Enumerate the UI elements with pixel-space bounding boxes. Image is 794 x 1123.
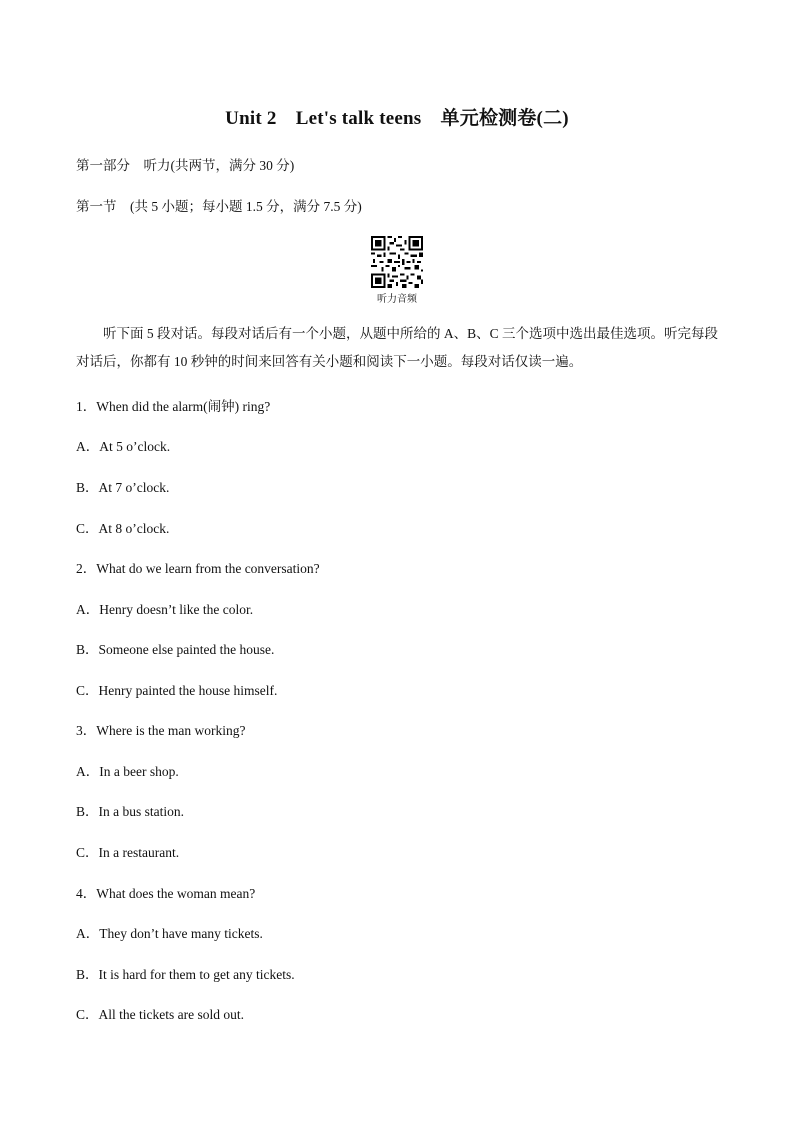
question-stem: 4．What does the woman mean?: [76, 886, 256, 901]
question-stem: 2．What do we learn from the conversation?: [76, 561, 320, 576]
part1-heading: 第一部分 听力(共两节，满分 30 分): [76, 158, 295, 173]
option-c: C．All the tickets are sold out.: [76, 1007, 244, 1022]
qr-code-icon[interactable]: [371, 236, 423, 288]
option-b: B．It is hard for them to get any tickets.: [76, 967, 295, 982]
option-c: C．In a restaurant.: [76, 845, 180, 860]
option-c: C．Henry painted the house himself.: [76, 683, 278, 698]
option-a: A．In a beer shop.: [76, 764, 179, 779]
page-title: Unit 2 Let's talk teens 单元检测卷(二): [225, 108, 569, 129]
question-stem: 3．Where is the man working?: [76, 723, 246, 738]
option-a: A．Henry doesn’t like the color.: [76, 602, 254, 617]
option-a: A．At 5 o’clock.: [76, 439, 171, 454]
question-stem: 1．When did the alarm(闹钟) ring?: [76, 399, 271, 414]
instructions: 听下面 5 段对话。每段对话后有一个小题，从题中所给的 A、B、C 三个选项中选出最佳选项。听完每段对话后，你都有 10 秒钟的时间来回答有关小题和阅读下一小题。每段对话仅读一遍。: [76, 326, 719, 369]
option-b: B．In a bus station.: [76, 804, 184, 819]
option-b: B．Someone else painted the house.: [76, 642, 275, 657]
section1-heading: 第一节 (共 5 小题；每小题 1.5 分，满分 7.5 分): [76, 199, 362, 214]
option-a: A．They don’t have many tickets.: [76, 926, 263, 941]
option-b: B．At 7 o’clock.: [76, 480, 170, 495]
option-c: C．At 8 o’clock.: [76, 521, 170, 536]
qr-caption: 听力音频: [377, 294, 417, 305]
